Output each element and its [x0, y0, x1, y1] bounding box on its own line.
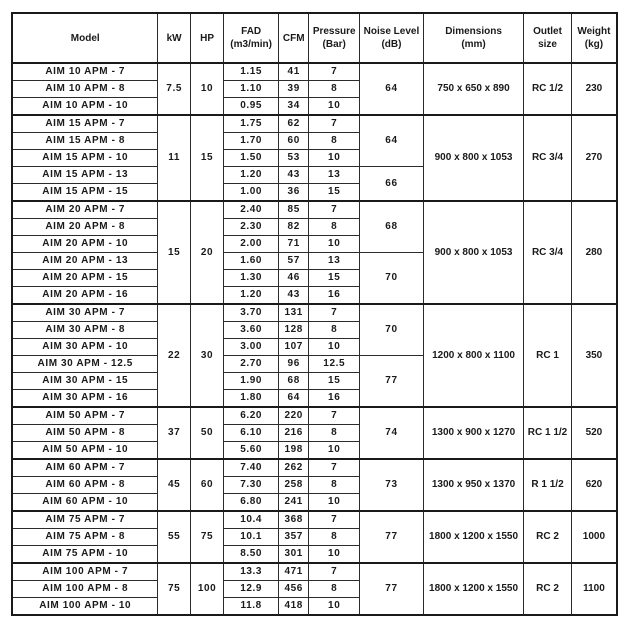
- cfm-cell: 68: [279, 373, 309, 390]
- kw-cell: 22: [158, 304, 190, 407]
- fad-cell: 3.60: [224, 322, 279, 339]
- fad-cell: 0.95: [224, 98, 279, 116]
- header-cfm-label: CFM: [282, 32, 305, 44]
- header-dimensions-unit: (mm): [461, 39, 486, 50]
- model-cell: AIM 15 APM - 10: [12, 150, 158, 167]
- pressure-cell: 8: [309, 477, 360, 494]
- fad-cell: 7.30: [224, 477, 279, 494]
- model-cell: AIM 60 APM - 10: [12, 494, 158, 512]
- model-cell: AIM 30 APM - 7: [12, 304, 158, 322]
- fad-cell: 6.80: [224, 494, 279, 512]
- pressure-cell: 10: [309, 150, 360, 167]
- fad-cell: 1.90: [224, 373, 279, 390]
- model-cell: AIM 10 APM - 7: [12, 63, 158, 81]
- weight-cell: 520: [571, 407, 617, 459]
- pressure-cell: 7: [309, 115, 360, 133]
- kw-cell: 11: [158, 115, 190, 201]
- cfm-cell: 96: [279, 356, 309, 373]
- header-weight-unit: (kg): [584, 39, 604, 50]
- pressure-cell: 16: [309, 390, 360, 408]
- weight-cell: 230: [571, 63, 617, 115]
- pressure-cell: 7: [309, 407, 360, 425]
- noise-cell: 77: [360, 356, 424, 408]
- cfm-cell: 131: [279, 304, 309, 322]
- cfm-cell: 107: [279, 339, 309, 356]
- model-cell: AIM 20 APM - 15: [12, 270, 158, 287]
- pressure-cell: 8: [309, 581, 360, 598]
- dimensions-cell: 750 x 650 x 890: [423, 63, 523, 115]
- pressure-cell: 8: [309, 529, 360, 546]
- dimensions-cell: 1200 x 800 x 1100: [423, 304, 523, 407]
- header-weight: [571, 13, 617, 63]
- model-cell: AIM 60 APM - 7: [12, 459, 158, 477]
- model-cell: AIM 20 APM - 16: [12, 287, 158, 305]
- header-fad: [224, 13, 279, 63]
- weight-cell: 1000: [571, 511, 617, 563]
- model-cell: AIM 50 APM - 10: [12, 442, 158, 460]
- model-cell: AIM 30 APM - 8: [12, 322, 158, 339]
- cfm-cell: 36: [279, 184, 309, 202]
- cfm-cell: 301: [279, 546, 309, 564]
- fad-cell: 3.00: [224, 339, 279, 356]
- kw-cell: 15: [158, 201, 190, 304]
- fad-cell: 1.00: [224, 184, 279, 202]
- noise-cell: 68: [360, 201, 424, 253]
- hp-cell: 30: [190, 304, 223, 407]
- model-cell: AIM 50 APM - 7: [12, 407, 158, 425]
- model-cell: AIM 75 APM - 8: [12, 529, 158, 546]
- pressure-cell: 8: [309, 133, 360, 150]
- outlet-cell: RC 1/2: [524, 63, 572, 115]
- header-model-label: Model: [70, 32, 100, 44]
- noise-cell: 64: [360, 115, 424, 167]
- table-row: [12, 304, 617, 322]
- fad-cell: 1.50: [224, 150, 279, 167]
- header-kw-label: kW: [166, 32, 182, 44]
- noise-cell: 74: [360, 407, 424, 459]
- pressure-cell: 8: [309, 219, 360, 236]
- fad-cell: 1.80: [224, 390, 279, 408]
- model-cell: AIM 75 APM - 10: [12, 546, 158, 564]
- cfm-cell: 60: [279, 133, 309, 150]
- cfm-cell: 262: [279, 459, 309, 477]
- cfm-cell: 357: [279, 529, 309, 546]
- hp-cell: 20: [190, 201, 223, 304]
- pressure-cell: 16: [309, 287, 360, 305]
- cfm-cell: 57: [279, 253, 309, 270]
- fad-cell: 10.1: [224, 529, 279, 546]
- model-cell: AIM 50 APM - 8: [12, 425, 158, 442]
- table-header: [12, 13, 617, 63]
- header-pressure-unit: (Bar): [322, 39, 346, 50]
- pressure-cell: 7: [309, 459, 360, 477]
- header-kw: [158, 13, 190, 63]
- fad-cell: 1.20: [224, 287, 279, 305]
- pressure-cell: 8: [309, 81, 360, 98]
- header-hp: [190, 13, 223, 63]
- cfm-cell: 456: [279, 581, 309, 598]
- cfm-cell: 368: [279, 511, 309, 529]
- table-row: [12, 115, 617, 133]
- cfm-cell: 53: [279, 150, 309, 167]
- fad-cell: 3.70: [224, 304, 279, 322]
- header-outlet-label: Outlet: [533, 26, 562, 37]
- pressure-cell: 8: [309, 322, 360, 339]
- table-row: [12, 407, 617, 425]
- cfm-cell: 258: [279, 477, 309, 494]
- header-model: [12, 13, 158, 63]
- cfm-cell: 34: [279, 98, 309, 116]
- fad-cell: 10.4: [224, 511, 279, 529]
- noise-cell: 77: [360, 563, 424, 615]
- hp-cell: 60: [190, 459, 223, 511]
- model-cell: AIM 15 APM - 15: [12, 184, 158, 202]
- model-cell: AIM 100 APM - 7: [12, 563, 158, 581]
- fad-cell: 2.30: [224, 219, 279, 236]
- fad-cell: 2.40: [224, 201, 279, 219]
- noise-cell: 73: [360, 459, 424, 511]
- hp-cell: 100: [190, 563, 223, 615]
- weight-cell: 350: [571, 304, 617, 407]
- cfm-cell: 64: [279, 390, 309, 408]
- pressure-cell: 10: [309, 442, 360, 460]
- weight-cell: 1100: [571, 563, 617, 615]
- table-body: [12, 63, 617, 615]
- kw-cell: 55: [158, 511, 190, 563]
- compressor-spec-table: [11, 12, 618, 616]
- kw-cell: 45: [158, 459, 190, 511]
- pressure-cell: 10: [309, 98, 360, 116]
- cfm-cell: 43: [279, 287, 309, 305]
- fad-cell: 1.30: [224, 270, 279, 287]
- table-row: [12, 511, 617, 529]
- fad-cell: 12.9: [224, 581, 279, 598]
- hp-cell: 10: [190, 63, 223, 115]
- header-noise: [360, 13, 424, 63]
- model-cell: AIM 30 APM - 15: [12, 373, 158, 390]
- pressure-cell: 13: [309, 253, 360, 270]
- table-row: [12, 63, 617, 81]
- fad-cell: 8.50: [224, 546, 279, 564]
- pressure-cell: 15: [309, 184, 360, 202]
- noise-cell: 70: [360, 253, 424, 305]
- fad-cell: 5.60: [224, 442, 279, 460]
- header-hp-label: HP: [200, 32, 215, 44]
- fad-cell: 2.00: [224, 236, 279, 253]
- dimensions-cell: 900 x 800 x 1053: [423, 115, 523, 201]
- header-row: [12, 13, 617, 63]
- fad-cell: 1.70: [224, 133, 279, 150]
- fad-cell: 1.10: [224, 81, 279, 98]
- outlet-cell: R 1 1/2: [524, 459, 572, 511]
- hp-cell: 15: [190, 115, 223, 201]
- cfm-cell: 82: [279, 219, 309, 236]
- dimensions-cell: 1300 x 900 x 1270: [423, 407, 523, 459]
- pressure-cell: 10: [309, 598, 360, 616]
- outlet-cell: RC 1 1/2: [524, 407, 572, 459]
- noise-cell: 70: [360, 304, 424, 356]
- header-fad-unit: (m3/min): [230, 39, 272, 50]
- cfm-cell: 43: [279, 167, 309, 184]
- hp-cell: 50: [190, 407, 223, 459]
- pressure-cell: 15: [309, 270, 360, 287]
- dimensions-cell: 1800 x 1200 x 1550: [423, 563, 523, 615]
- outlet-cell: RC 3/4: [524, 201, 572, 304]
- model-cell: AIM 15 APM - 13: [12, 167, 158, 184]
- cfm-cell: 198: [279, 442, 309, 460]
- cfm-cell: 220: [279, 407, 309, 425]
- pressure-cell: 13: [309, 167, 360, 184]
- fad-cell: 6.10: [224, 425, 279, 442]
- weight-cell: 620: [571, 459, 617, 511]
- header-fad-label: FAD: [241, 26, 262, 37]
- outlet-cell: RC 1: [524, 304, 572, 407]
- fad-cell: 1.20: [224, 167, 279, 184]
- fad-cell: 1.75: [224, 115, 279, 133]
- pressure-cell: 15: [309, 373, 360, 390]
- cfm-cell: 85: [279, 201, 309, 219]
- noise-cell: 77: [360, 511, 424, 563]
- cfm-cell: 241: [279, 494, 309, 512]
- header-dimensions: [423, 13, 523, 63]
- table-row: [12, 201, 617, 219]
- header-noise-unit: (dB): [381, 39, 402, 50]
- table-row: [12, 459, 617, 477]
- pressure-cell: 7: [309, 511, 360, 529]
- fad-cell: 7.40: [224, 459, 279, 477]
- noise-cell: 64: [360, 63, 424, 115]
- noise-cell: 66: [360, 167, 424, 202]
- outlet-cell: RC 3/4: [524, 115, 572, 201]
- cfm-cell: 46: [279, 270, 309, 287]
- header-pressure-label: Pressure: [312, 26, 356, 37]
- model-cell: AIM 10 APM - 10: [12, 98, 158, 116]
- hp-cell: 75: [190, 511, 223, 563]
- header-pressure: [309, 13, 360, 63]
- pressure-cell: 8: [309, 425, 360, 442]
- pressure-cell: 10: [309, 236, 360, 253]
- model-cell: AIM 15 APM - 7: [12, 115, 158, 133]
- model-cell: AIM 15 APM - 8: [12, 133, 158, 150]
- model-cell: AIM 20 APM - 8: [12, 219, 158, 236]
- fad-cell: 2.70: [224, 356, 279, 373]
- dimensions-cell: 1800 x 1200 x 1550: [423, 511, 523, 563]
- kw-cell: 37: [158, 407, 190, 459]
- pressure-cell: 12.5: [309, 356, 360, 373]
- cfm-cell: 418: [279, 598, 309, 616]
- fad-cell: 1.15: [224, 63, 279, 81]
- pressure-cell: 7: [309, 63, 360, 81]
- cfm-cell: 128: [279, 322, 309, 339]
- header-dimensions-label: Dimensions: [445, 26, 502, 37]
- model-cell: AIM 30 APM - 10: [12, 339, 158, 356]
- pressure-cell: 7: [309, 563, 360, 581]
- table-row: [12, 563, 617, 581]
- weight-cell: 270: [571, 115, 617, 201]
- pressure-cell: 10: [309, 494, 360, 512]
- kw-cell: 7.5: [158, 63, 190, 115]
- fad-cell: 1.60: [224, 253, 279, 270]
- model-cell: AIM 60 APM - 8: [12, 477, 158, 494]
- pressure-cell: 10: [309, 339, 360, 356]
- outlet-cell: RC 2: [524, 563, 572, 615]
- cfm-cell: 39: [279, 81, 309, 98]
- cfm-cell: 471: [279, 563, 309, 581]
- header-weight-label: Weight: [577, 26, 611, 37]
- cfm-cell: 62: [279, 115, 309, 133]
- model-cell: AIM 30 APM - 12.5: [12, 356, 158, 373]
- cfm-cell: 41: [279, 63, 309, 81]
- model-cell: AIM 75 APM - 7: [12, 511, 158, 529]
- pressure-cell: 7: [309, 201, 360, 219]
- model-cell: AIM 100 APM - 8: [12, 581, 158, 598]
- model-cell: AIM 30 APM - 16: [12, 390, 158, 408]
- model-cell: AIM 10 APM - 8: [12, 81, 158, 98]
- fad-cell: 11.8: [224, 598, 279, 616]
- header-outlet: [524, 13, 572, 63]
- model-cell: AIM 20 APM - 10: [12, 236, 158, 253]
- cfm-cell: 71: [279, 236, 309, 253]
- dimensions-cell: 900 x 800 x 1053: [423, 201, 523, 304]
- model-cell: AIM 20 APM - 13: [12, 253, 158, 270]
- cfm-cell: 216: [279, 425, 309, 442]
- spec-table-container: [11, 12, 618, 616]
- header-outlet-unit: size: [538, 39, 557, 50]
- model-cell: AIM 20 APM - 7: [12, 201, 158, 219]
- pressure-cell: 7: [309, 304, 360, 322]
- outlet-cell: RC 2: [524, 511, 572, 563]
- model-cell: AIM 100 APM - 10: [12, 598, 158, 616]
- weight-cell: 280: [571, 201, 617, 304]
- fad-cell: 6.20: [224, 407, 279, 425]
- fad-cell: 13.3: [224, 563, 279, 581]
- pressure-cell: 10: [309, 546, 360, 564]
- dimensions-cell: 1300 x 950 x 1370: [423, 459, 523, 511]
- kw-cell: 75: [158, 563, 190, 615]
- header-cfm: [279, 13, 309, 63]
- header-noise-label: Noise Level: [363, 26, 420, 37]
